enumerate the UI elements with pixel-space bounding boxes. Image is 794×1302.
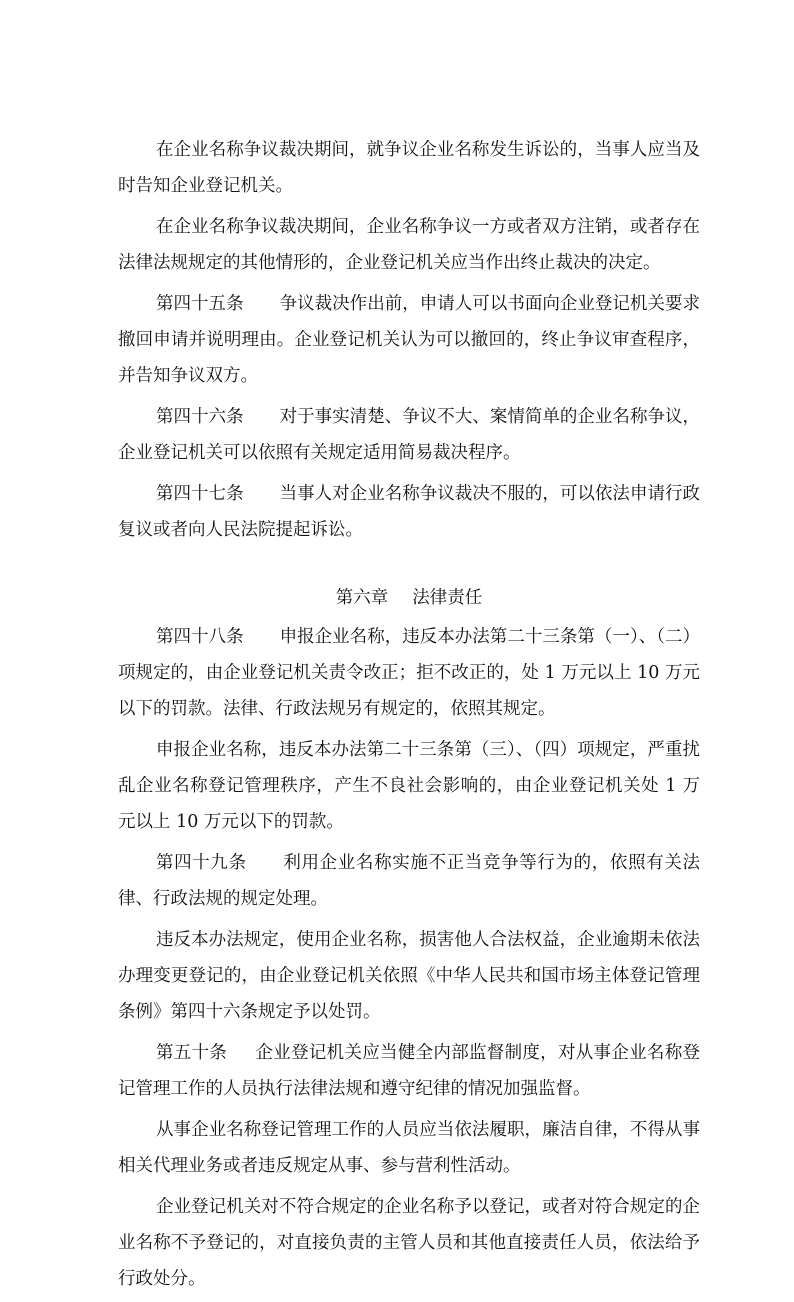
article-47 [118, 476, 700, 548]
paragraph-text: 从事企业名称登记管理工作的人员应当依法履职，廉洁自律，不得从事相关代理业务或者违反规定从事、参与营利性活动。 [118, 1120, 700, 1176]
article-46 [118, 399, 700, 471]
article-number: 第四十七条 [156, 484, 244, 504]
article-number: 第四十九条 [156, 853, 247, 873]
article-number: 第五十条 [156, 1043, 228, 1063]
article-text: 争议裁决作出前，申请人可以书面向企业登记机关要求撤回申请并说明理由。企业登记机关认为可以撤回的，终止争议审查程序，并告知争议双方。 [118, 294, 701, 386]
article-45 [118, 286, 700, 394]
paragraph-serious-disruption [118, 732, 700, 840]
paragraph-administrative-sanction [118, 1189, 700, 1297]
paragraph-termination [118, 209, 700, 281]
chapter-number: 第六章 [335, 588, 389, 608]
article-48 [118, 619, 700, 727]
paragraph-staff-conduct [118, 1112, 700, 1184]
article-text: 申报企业名称，违反本办法第二十三条第（一）、（二）项规定的，由企业登记机关责令改正；拒不改正的，处 1 万元以上 10 万元以下的罚款。法律、行政法规另有规定的，依照其规定。 [118, 627, 701, 719]
document-body [118, 132, 700, 1302]
article-50 [118, 1035, 700, 1107]
article-text: 利用企业名称实施不正当竞争等行为的，依照有关法律、行政法规的规定处理。 [118, 853, 701, 909]
article-49 [118, 845, 700, 917]
article-number: 第四十六条 [156, 407, 244, 427]
article-text: 当事人对企业名称争议裁决不服的，可以依法申请行政复议或者向人民法院提起诉讼。 [118, 484, 701, 540]
chapter-heading [118, 580, 700, 616]
paragraph-text: 企业登记机关对不符合规定的企业名称予以登记，或者对符合规定的企业名称不予登记的，对直接负责的主管人员和其他直接责任人员，依法给予行政处分。 [118, 1197, 700, 1289]
paragraph-litigation-notice [118, 132, 700, 204]
paragraph-text: 在企业名称争议裁决期间，企业名称争议一方或者双方注销，或者存在法律法规规定的其他情形的，企业登记机关应当作出终止裁决的决定。 [118, 217, 700, 273]
chapter-title: 法律责任 [412, 588, 483, 608]
paragraph-infringement-penalty [118, 922, 700, 1030]
article-number: 第四十五条 [156, 294, 244, 314]
article-text: 企业登记机关应当健全内部监督制度，对从事企业名称登记管理工作的人员执行法律法规和遵守纪律的情况加强监督。 [118, 1043, 701, 1099]
article-number: 第四十八条 [156, 627, 244, 647]
paragraph-text: 违反本办法规定，使用企业名称，损害他人合法权益，企业逾期未依法办理变更登记的，由企业登记机关依照《中华人民共和国市场主体登记管理条例》第四十六条规定予以处罚。 [118, 930, 700, 1022]
article-text: 对于事实清楚、争议不大、案情简单的企业名称争议，企业登记机关可以依照有关规定适用简易裁决程序。 [118, 407, 701, 463]
paragraph-text: 申报企业名称，违反本办法第二十三条第（三）、（四）项规定，严重扰乱企业名称登记管理秩序，产生不良社会影响的，由企业登记机关处 1 万元以上 10 万元以下的罚款。 [118, 740, 700, 832]
paragraph-text: 在企业名称争议裁决期间，就争议企业名称发生诉讼的，当事人应当及时告知企业登记机关。 [118, 140, 700, 196]
